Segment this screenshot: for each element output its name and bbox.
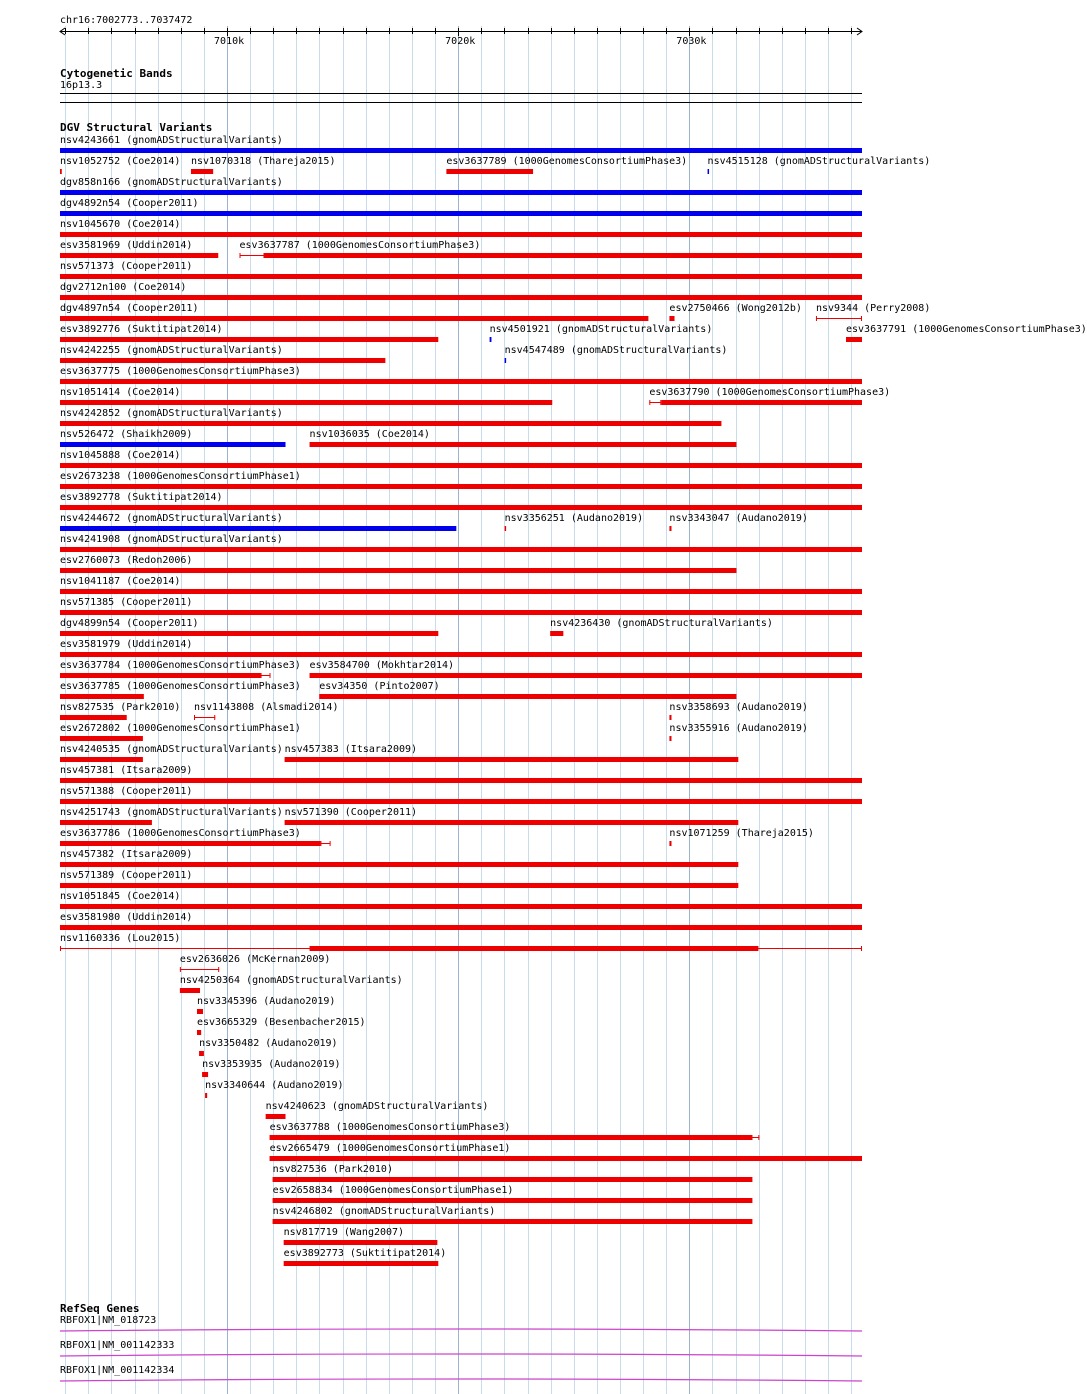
variant-label[interactable]: nsv457383 (Itsara2009)	[284, 744, 418, 755]
variant-label[interactable]: nsv526472 (Shaikh2009)	[60, 429, 193, 440]
variant-label[interactable]: esv3892778 (Suktitipat2014)	[60, 492, 223, 503]
variant-label[interactable]: dgv4897n54 (Cooper2011)	[60, 303, 199, 314]
variant-label[interactable]: nsv457382 (Itsara2009)	[60, 849, 193, 860]
gene-label[interactable]: RBFOX1|NM_001142334	[60, 1365, 175, 1376]
variant-label[interactable]: esv34350 (Pinto2007)	[319, 681, 440, 692]
variant-label[interactable]: nsv4250364 (gnomADStructuralVariants)	[179, 975, 403, 986]
variant-label[interactable]: nsv827535 (Park2010)	[60, 702, 181, 713]
variant-label[interactable]: nsv4547489 (gnomADStructuralVariants)	[504, 345, 728, 356]
variant-label[interactable]: nsv4241908 (gnomADStructuralVariants)	[60, 534, 283, 545]
variant-label[interactable]: nsv3340644 (Audano2019)	[205, 1080, 344, 1091]
variant-label[interactable]: esv3892776 (Suktitipat2014)	[60, 324, 223, 335]
variant-label[interactable]: esv3637786 (1000GenomesConsortiumPhase3)	[60, 828, 301, 839]
location-label: chr16:7002773..7037472	[60, 15, 193, 26]
variant-label[interactable]: esv3584700 (Mokhtar2014)	[309, 660, 455, 671]
gene-intron-line[interactable]	[60, 1354, 862, 1356]
variant-label[interactable]: dgv4899n54 (Cooper2011)	[60, 618, 199, 629]
variant-label[interactable]: esv2665479 (1000GenomesConsortiumPhase1)	[269, 1143, 511, 1154]
variant-label[interactable]: nsv1036035 (Coe2014)	[309, 429, 430, 440]
variant-label[interactable]: esv3892773 (Suktitipat2014)	[283, 1248, 447, 1259]
variant-label[interactable]: nsv4242852 (gnomADStructuralVariants)	[60, 408, 283, 419]
variant-label[interactable]: esv2672802 (1000GenomesConsortiumPhase1)	[60, 723, 301, 734]
variant-label[interactable]: nsv3355916 (Audano2019)	[669, 723, 808, 734]
variant-label[interactable]: nsv3350482 (Audano2019)	[199, 1038, 338, 1049]
variant-label[interactable]: esv3637791 (1000GenomesConsortiumPhase3)	[846, 324, 1087, 335]
variant-label[interactable]: nsv4246802 (gnomADStructuralVariants)	[272, 1206, 496, 1217]
variant-label[interactable]: nsv3358693 (Audano2019)	[669, 702, 808, 713]
variant-label[interactable]: esv3637784 (1000GenomesConsortiumPhase3)	[60, 660, 301, 671]
variant-label[interactable]: nsv3356251 (Audano2019)	[504, 513, 644, 524]
ruler-tick-label: 7010k	[214, 36, 245, 47]
variant-label[interactable]: nsv1071259 (Thareja2015)	[669, 828, 814, 839]
variant-label[interactable]: nsv571385 (Cooper2011)	[60, 597, 193, 608]
variant-label[interactable]: nsv3345396 (Audano2019)	[196, 996, 336, 1007]
ruler-tick-label: 7020k	[445, 36, 476, 47]
variant-label[interactable]: esv3665329 (Besenbacher2015)	[196, 1017, 366, 1028]
variant-label[interactable]: dgv2712n100 (Coe2014)	[60, 282, 187, 293]
gene-intron-line[interactable]	[60, 1329, 862, 1331]
variant-label[interactable]: esv3581979 (Uddin2014)	[60, 639, 193, 650]
variant-label[interactable]: nsv4243661 (gnomADStructuralVariants)	[60, 135, 283, 146]
variant-label[interactable]: nsv457381 (Itsara2009)	[60, 765, 193, 776]
variant-label[interactable]: nsv1143808 (Alsmadi2014)	[193, 702, 339, 713]
variant-label[interactable]: nsv3353935 (Audano2019)	[202, 1059, 341, 1070]
variant-label[interactable]: nsv1052752 (Coe2014)	[60, 156, 181, 167]
variant-label[interactable]: esv3637788 (1000GenomesConsortiumPhase3)	[269, 1122, 511, 1133]
variant-label[interactable]: esv2760073 (Redon2006)	[60, 555, 193, 566]
variant-label[interactable]: esv3637775 (1000GenomesConsortiumPhase3)	[60, 366, 301, 377]
variant-label[interactable]: esv2673238 (1000GenomesConsortiumPhase1)	[60, 471, 301, 482]
variant-label[interactable]: dgv4892n54 (Cooper2011)	[60, 198, 199, 209]
variant-label[interactable]: nsv827536 (Park2010)	[272, 1164, 393, 1175]
variant-label[interactable]: nsv1045670 (Coe2014)	[60, 219, 181, 230]
refseq-track-title: RefSeq Genes	[60, 1302, 140, 1315]
variant-label[interactable]: esv3637789 (1000GenomesConsortiumPhase3)	[446, 156, 688, 167]
variant-label[interactable]: dgv858n166 (gnomADStructuralVariants)	[60, 177, 283, 188]
variant-label[interactable]: nsv1160336 (Lou2015)	[60, 933, 181, 944]
variant-label[interactable]: esv2750466 (Wong2012b)	[669, 303, 802, 314]
variant-label[interactable]: nsv4240623 (gnomADStructuralVariants)	[265, 1101, 489, 1112]
variant-label[interactable]: nsv1051414 (Coe2014)	[60, 387, 181, 398]
variant-label[interactable]: nsv1070318 (Thareja2015)	[190, 156, 336, 167]
gene-label[interactable]: RBFOX1|NM_001142333	[60, 1340, 175, 1351]
variant-label[interactable]: nsv4251743 (gnomADStructuralVariants)	[60, 807, 283, 818]
variant-label[interactable]: nsv1041187 (Coe2014)	[60, 576, 181, 587]
variant-label[interactable]: esv3581980 (Uddin2014)	[60, 912, 193, 923]
variant-label[interactable]: esv3637790 (1000GenomesConsortiumPhase3)	[649, 387, 891, 398]
variant-label[interactable]: nsv4240535 (gnomADStructuralVariants)	[60, 744, 283, 755]
variant-label[interactable]: nsv4515128 (gnomADStructuralVariants)	[707, 156, 931, 167]
dgv-track-title: DGV Structural Variants	[60, 121, 213, 134]
variant-label[interactable]: nsv571389 (Cooper2011)	[60, 870, 193, 881]
variant-label[interactable]: nsv817719 (Wang2007)	[283, 1227, 405, 1238]
cytoband-track-title: Cytogenetic Bands	[60, 67, 173, 80]
variant-label[interactable]: nsv3343047 (Audano2019)	[669, 513, 808, 524]
variant-label[interactable]: nsv1051845 (Coe2014)	[60, 891, 181, 902]
gene-label[interactable]: RBFOX1|NM_018723	[60, 1315, 157, 1326]
variant-label[interactable]: esv3637785 (1000GenomesConsortiumPhase3)	[60, 681, 301, 692]
variant-label[interactable]: esv3581969 (Uddin2014)	[60, 240, 193, 251]
variant-label[interactable]: nsv4501921 (gnomADStructuralVariants)	[489, 324, 713, 335]
variant-label[interactable]: nsv4236430 (gnomADStructuralVariants)	[550, 618, 773, 629]
variant-label[interactable]: nsv571388 (Cooper2011)	[60, 786, 193, 797]
variant-label[interactable]: esv2636026 (McKernan2009)	[179, 954, 331, 965]
ruler-tick-label: 7030k	[676, 36, 707, 47]
gene-intron-line[interactable]	[60, 1379, 862, 1381]
variant-label[interactable]: nsv4242255 (gnomADStructuralVariants)	[60, 345, 283, 356]
variant-label[interactable]: nsv4244672 (gnomADStructuralVariants)	[60, 513, 283, 524]
variant-label[interactable]: nsv1045888 (Coe2014)	[60, 450, 181, 461]
variant-label[interactable]: nsv571373 (Cooper2011)	[60, 261, 193, 272]
variant-label[interactable]: nsv571390 (Cooper2011)	[284, 807, 418, 818]
cytoband-label: 16p13.3	[60, 80, 103, 91]
variant-label[interactable]: esv2658834 (1000GenomesConsortiumPhase1)	[272, 1185, 514, 1196]
variant-label[interactable]: esv3637787 (1000GenomesConsortiumPhase3)	[239, 240, 481, 251]
variant-label[interactable]: nsv9344 (Perry2008)	[815, 303, 931, 314]
